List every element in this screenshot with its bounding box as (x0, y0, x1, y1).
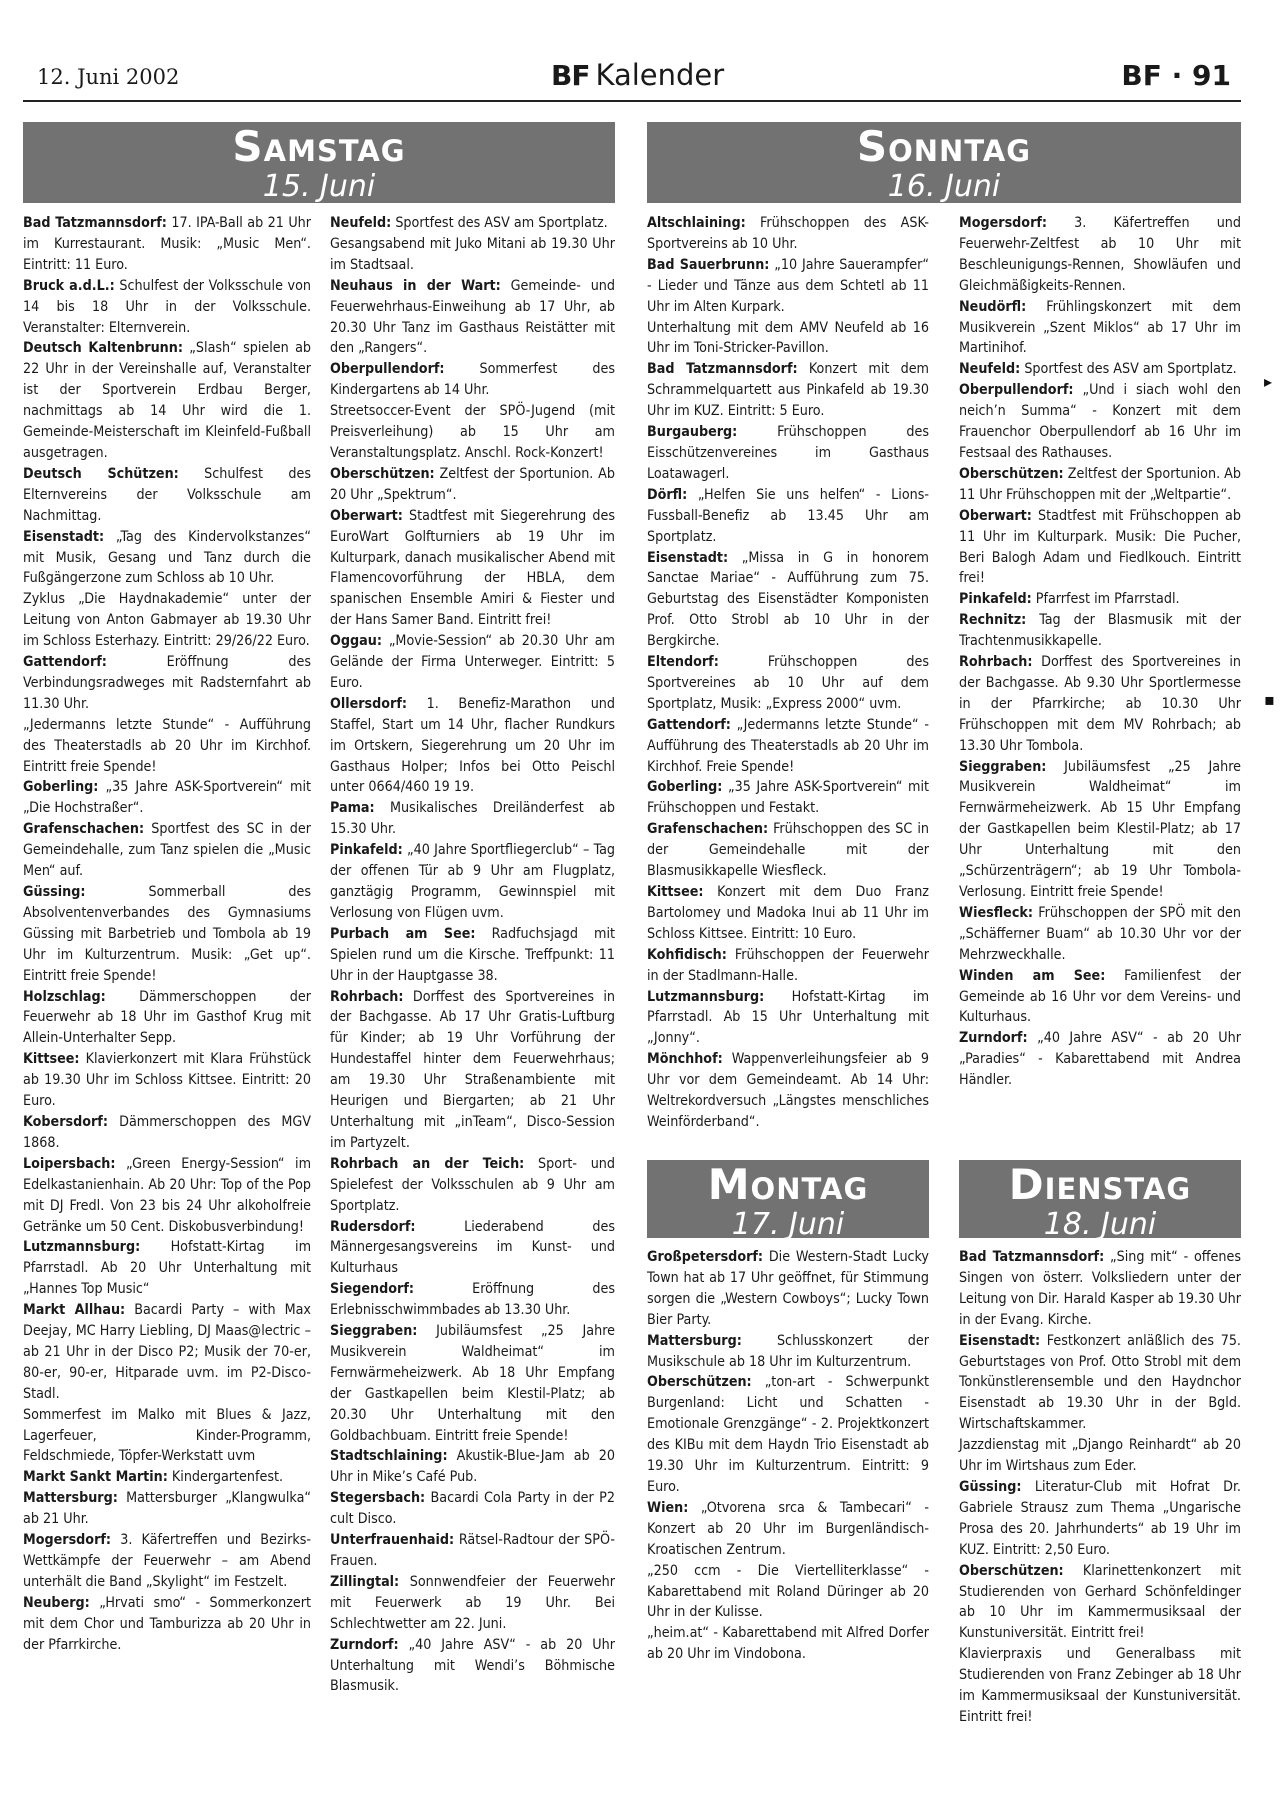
event-description: „Sing mit“ - offenes Singen von österr. Volksliedern unter der Leitung von Dir. Harald Kasper ab 19.30 Uhr in der Evang. Kirche. (959, 1249, 1241, 1328)
event-description: Zyklus „Die Haydnakademie“ unter der Leitung von Anton Gabmayer ab 19.30 Uhr im Schloss Esterhazy. Eintritt: 29/26/22 Euro. (23, 591, 311, 650)
banner-day: Sonntag (856, 122, 1032, 171)
event-entry (647, 882, 929, 945)
event-description: Unterhaltung mit dem AMV Neufeld ab 16 Uhr im Toni-Stricker-Pavillon. (647, 319, 929, 357)
section-name: Kalender (595, 58, 725, 92)
event-location: Oberschützen: (959, 1562, 1064, 1579)
event-description: „ton-art - Schwerpunkt Burgenland: Licht und Schatten - Emotionale Grenzgänge“ - 2. Projektkonzert des KIBu mit dem Haydn Trio Eisenstadt ab 19.30 Uhr im Kulturzentrum. Eintritt: 9 Euro. (647, 1374, 929, 1495)
event-location: Bad Tatzmannsdorf: (647, 361, 798, 378)
event-description: Dämmerschoppen der Feuerwehr ab 18 Uhr im Gasthof Krug mit Allein-Unterhalter Sepp. (23, 988, 311, 1047)
event-description: Konzert mit dem Schrammelquartett aus Pinkafeld ab 19.30 Uhr im KUZ. Eintritt: 5 Euro. (647, 361, 929, 420)
event-entry (647, 777, 929, 819)
event-description: Klavierpraxis und Generalbass mit Studierenden von Franz Zebinger ab 18 Uhr im Kammermusiksaal der Kunstuniversität. Eintritt frei! (959, 1646, 1241, 1725)
event-entry (647, 1331, 929, 1373)
event-location: Oberschützen: (647, 1374, 752, 1391)
event-entry (959, 1028, 1241, 1091)
event-description: Akustik-Blue-Jam ab 20 Uhr in Mike’s Café Pub. (330, 1448, 615, 1486)
banner-date: 18. Juni (1043, 1207, 1157, 1242)
event-description: 3. Käfertreffen und Bezirks-Wettkämpfe der Feuerwehr – am Abend unterhält die Band „Skylight“ im Festzelt. (23, 1532, 311, 1590)
event-entry (23, 1049, 311, 1112)
event-location: Loipersbach: (23, 1155, 116, 1172)
event-description: „10 Jahre Sauerampfer“ - Lieder und Tänze aus dem Schtetl ab 11 Uhr im Alten Kurpark. (647, 256, 929, 315)
event-entry (959, 506, 1241, 590)
event-location: Pinkafeld: (330, 842, 403, 859)
event-description: „Jedermanns letzte Stunde“ - Aufführung des Theaterstadls ab 20 Uhr im Kirchhof. Eintritt freie Spende! (23, 716, 311, 775)
event-location: Gattendorf: (23, 654, 107, 671)
event-entry (959, 610, 1241, 652)
event-description: „Hrvati smo“ - Sommerkonzert mit dem Chor und Tamburizza ab 20 Uhr in der Pfarrkirche. (23, 1594, 311, 1653)
event-entry (330, 1217, 615, 1280)
event-description: Sommerfest im Malko mit Blues & Jazz, Lagerfeuer, Kinder-Programm, Feldschmiede, Töpfer-Werkstatt uvm (23, 1406, 311, 1465)
event-location: Eisenstadt: (959, 1332, 1041, 1349)
event-description: Dorffest des Sportvereines in der Bachgasse. Ab 17 Uhr Gratis-Luftburg für Kinder; ab 19 Uhr Vorführung der Hundestaffel hinter dem Feuerwehrhaus; am 19.30 Uhr Straßenambiente mit Heurigen und Biergarten; ab 21 Uhr Unterhaltung mit „inTeam“, Disco-Session im Partyzelt. (330, 988, 615, 1151)
event-description: „Tag des Kindervolkstanzes“ mit Musik, Gesang und Tanz durch die Fußgängerzone zum Schloss ab 10 Uhr. (23, 528, 311, 587)
event-entry (647, 213, 929, 255)
banner-day: Montag (707, 1160, 869, 1209)
event-entry (647, 987, 929, 1050)
event-entry (330, 1446, 615, 1488)
event-entry (330, 276, 615, 360)
event-description: Rätsel-Radtour der SPÖ-Frauen. (330, 1532, 615, 1569)
monday-column (647, 1247, 929, 1665)
event-location: Neufeld: (959, 361, 1021, 378)
event-location: Purbach am See: (330, 925, 476, 942)
event-entry (23, 276, 311, 339)
event-description: Dämmerschoppen des MGV 1868. (23, 1113, 311, 1151)
event-location: Oggau: (330, 633, 382, 650)
event-description: Frühschoppen des Eisschützenvereines im Gasthaus Loatawagerl. (647, 424, 929, 482)
event-entry (959, 1331, 1241, 1436)
banner-date: 15. Juni (262, 169, 376, 204)
event-entry (330, 987, 615, 1154)
event-description: „Slash“ spielen ab 22 Uhr in der Vereinshalle auf, Veranstalter ist der Sportverein Erdbau Berger, nachmittags ab 14 Uhr wird die 1. Gemeinde-Meisterschaft im Kleinfeld-Fußball ausgetragen. (23, 340, 311, 461)
event-entry (23, 1112, 311, 1154)
event-location: Holzschlag: (23, 988, 106, 1005)
event-entry (330, 213, 615, 234)
event-description: „Helfen Sie uns helfen“ - Lions-Fussball-Benefiz ab 13.45 Uhr am Sportplatz. (647, 486, 929, 545)
event-description: „heim.at“ - Kabarettabend mit Alfred Dorfer ab 20 Uhr im Vindobona. (647, 1625, 929, 1663)
event-entry (23, 589, 311, 652)
event-entry (330, 1530, 615, 1572)
event-entry (23, 1300, 311, 1405)
event-description: Gesangsabend mit Juko Mitani ab 19.30 Uhr im Stadtsaal. (330, 235, 615, 273)
event-location: Rudersdorf: (330, 1218, 416, 1235)
event-description: Zeltfest der Sportunion. Ab 11 Uhr Frühschoppen mit der „Weltpartie“. (959, 465, 1242, 503)
event-location: Neudörfl: (959, 298, 1027, 315)
event-entry (23, 777, 311, 819)
event-description: Tag der Blasmusik mit der Trachtenmusikkapelle. (959, 612, 1241, 650)
event-entry (959, 213, 1241, 297)
event-entry (23, 987, 311, 1050)
event-entry (330, 1154, 615, 1217)
event-description: Eröffnung des Verbindungsradweges mit Radsternfahrt ab 11.30 Uhr. (23, 654, 311, 712)
event-entry (330, 234, 615, 276)
banner-day: Dienstag (1008, 1160, 1192, 1209)
event-description: Eröffnung des Erlebnisschwimmbades ab 13.30 Uhr. (330, 1281, 615, 1319)
event-entry (647, 1247, 929, 1331)
event-entry (959, 1644, 1241, 1728)
event-location: Pama: (330, 800, 375, 817)
event-description: „40 Jahre Sportfliegerclub“ – Tag der offenen Tür ab 9 Uhr am Flugplatz, ganztägig Programm, Gewinnspiel mit Verlosung von Flügen uvm. (330, 842, 615, 921)
event-location: Rechnitz: (959, 612, 1027, 629)
event-entry (959, 757, 1241, 903)
event-description: Radfuchsjagd mit Spielen rund um die Kirsche. Treffpunkt: 11 Uhr in der Hauptgasse 38. (330, 925, 615, 984)
event-description: Schulfest der Volksschule von 14 bis 18 Uhr in der Volksschule. Veranstalter: Elternverein. (23, 277, 311, 336)
event-entry (330, 359, 615, 401)
event-location: Unterfrauenhaid: (330, 1532, 455, 1549)
event-entry (647, 485, 929, 548)
event-entry (23, 1154, 311, 1238)
monday-banner (647, 1160, 929, 1242)
event-entry (330, 1279, 615, 1321)
event-location: Zurndorf: (330, 1636, 399, 1653)
event-entry (647, 1623, 929, 1665)
banner-date: 16. Juni (887, 169, 1001, 204)
event-entry (647, 945, 929, 987)
event-description: „40 Jahre ASV“ - ab 20 Uhr „Paradies“ - Kabarettabend mit Andrea Händler. (959, 1030, 1241, 1089)
event-entry (647, 652, 929, 715)
event-location: Rohrbach: (330, 988, 404, 1005)
event-location: Oberpullendorf: (959, 382, 1074, 399)
section-title (551, 58, 724, 92)
event-location: Eisenstadt: (23, 528, 105, 545)
event-entry (23, 1488, 311, 1530)
event-description: Pfarrfest im Pfarrstadl. (1031, 591, 1180, 608)
page-header (23, 54, 1241, 102)
event-entry (647, 255, 929, 318)
event-location: Goberling: (647, 779, 723, 796)
event-description: Stadtfest mit Siegerehrung des EuroWart Golfturniers ab 19 Uhr im Kulturpark, danach musikalischer Abend mit Flamencovorführung der HBLA, dem spanischen Ensemble Amiri & Fiester und der Hans Samer Band. Eintritt frei! (330, 507, 615, 629)
event-location: Eisenstadt: (647, 549, 729, 566)
event-location: Markt Allhau: (23, 1302, 126, 1319)
event-location: Eltendorf: (647, 654, 719, 671)
event-location: Lutzmannsburg: (23, 1239, 141, 1256)
event-description: Jazzdienstag mit „Django Reinhardt“ ab 20 Uhr im Wirtshaus zum Eder. (959, 1437, 1241, 1475)
event-location: Oberschützen: (959, 465, 1064, 482)
event-description: „35 Jahre ASK-Sportverein“ mit Frühschoppen und Festakt. (647, 779, 929, 817)
event-entry (23, 1530, 311, 1593)
event-description: Sommerball des Absolventenverbandes des Gymnasiums Güssing mit Barbetrieb und Tombola ab 19 Uhr im Kulturzentrum. Musik: „Get up“. Eintritt freie Spende! (23, 884, 311, 984)
event-location: Großpetersdorf: (647, 1249, 764, 1265)
event-description: Liederabend des Männergesangsvereins im Kunst- und Kulturhaus (330, 1218, 615, 1277)
event-location: Neuberg: (23, 1594, 90, 1611)
event-description: Sportfest des ASV am Sportplatz. (1020, 361, 1237, 378)
event-location: Grafenschachen: (23, 821, 145, 838)
event-description: Frühschoppen des ASK-Sportvereins ab 10 Uhr. (647, 215, 929, 252)
event-description: Stadtfest mit Frühschoppen ab 11 Uhr im Kulturpark. Musik: Die Pucher, Beri Balogh Adam und Fiedlkouch. Eintritt frei! (959, 507, 1241, 587)
event-entry (23, 1237, 311, 1300)
event-location: Gattendorf: (647, 716, 731, 733)
event-location: Zurndorf: (959, 1030, 1028, 1047)
event-entry (647, 819, 929, 882)
event-entry (330, 798, 615, 840)
event-location: Bruck a.d.L.: (23, 277, 115, 294)
event-location: Markt Sankt Martin: (23, 1469, 168, 1486)
event-location: Oberwart: (330, 507, 403, 524)
event-description: „Movie-Session“ ab 20.30 Uhr am Gelände der Firma Unterweger. Eintritt: 5 Euro. (330, 633, 615, 691)
event-description: Hofstatt-Kirtag im Pfarrstadl. Ab 20 Uhr Unterhaltung mit „Hannes Top Music“ (23, 1239, 311, 1298)
event-location: Bad Tatzmannsdorf: (23, 215, 167, 231)
event-description: Bacardi Cola Party in der P2 cult Disco. (330, 1490, 615, 1528)
page-number: BF · 91 (1121, 59, 1231, 92)
event-description: Klavierkonzert mit Klara Frühstück ab 19.30 Uhr im Schloss Kittsee. Eintritt: 20 Euro. (23, 1051, 311, 1110)
event-location: Burgauberg: (647, 424, 738, 441)
sunday-column-2 (959, 213, 1241, 1091)
event-description: Schlusskonzert der Musikschule ab 18 Uhr im Kulturzentrum. (647, 1332, 929, 1370)
event-location: Oberpullendorf: (330, 361, 445, 378)
event-location: Oberschützen: (330, 465, 435, 482)
event-location: Pinkafeld: (959, 591, 1032, 608)
event-entry (23, 1405, 311, 1468)
event-entry (23, 882, 311, 987)
event-entry (330, 401, 615, 464)
event-entry (23, 527, 311, 590)
event-description: Jubiläumsfest „25 Jahre Musikverein Waldheimat“ im Fernwärmeheizwerk. Ab 15 Uhr Empfang der Gastkapellen beim Klestil-Platz; ab 17 Uhr Unterhaltung mit den „Schürzenträgern“; ab 19 Uhr Tombola-Verlosung. Eintritt freie Spende! (959, 758, 1241, 900)
event-location: Goberling: (23, 779, 99, 796)
event-entry (647, 1049, 929, 1133)
event-location: Mattersburg: (23, 1490, 118, 1507)
event-location: Kohfidisch: (647, 946, 727, 963)
event-description: Musikalisches Dreiländerfest ab 15.30 Uhr. (330, 800, 615, 838)
event-location: Grafenschachen: (647, 821, 769, 838)
event-location: Kittsee: (647, 884, 704, 900)
event-entry (330, 1635, 615, 1698)
tuesday-column (959, 1247, 1241, 1728)
event-entry (330, 1572, 615, 1635)
event-description: Familienfest der Gemeinde ab 16 Uhr vor dem Vereins- und Kulturhaus. (959, 967, 1241, 1026)
event-location: Bad Tatzmannsdorf: (959, 1249, 1105, 1265)
event-location: Wien: (647, 1499, 689, 1516)
margin-mark-icon: ▪ (1264, 690, 1275, 709)
event-location: Altschlaining: (647, 215, 746, 231)
event-description: Frühlingskonzert mit dem Musikverein „Szent Miklos“ ab 17 Uhr im Martinihof. (959, 298, 1241, 357)
event-description: Gemeinde- und Feuerwehrhaus-Einweihung ab 17 Uhr, ab 20.30 Uhr Tanz im Gasthaus Reistätter mit den „Rangers“. (330, 277, 616, 357)
banner-day: Samstag (232, 122, 406, 171)
event-entry (23, 338, 311, 463)
event-entry (959, 1247, 1241, 1331)
brand-logo: BF (551, 59, 590, 92)
event-description: Frühschoppen der SPÖ mit den „Schäfferner Buam“ ab 10.30 Uhr vor der Mehrzweckhalle. (959, 904, 1241, 963)
event-location: Kittsee: (23, 1051, 80, 1068)
event-location: Lutzmannsburg: (647, 988, 765, 1005)
event-entry (959, 589, 1241, 610)
event-entry (959, 966, 1241, 1029)
event-description: Sportfest des SC in der Gemeindehalle, zum Tanz spielen die „Music Men“ auf. (23, 821, 311, 880)
event-description: „Jedermanns letzte Stunde“ - Aufführung des Theaterstadls ab 20 Uhr im Kirchhof. Freie Spende! (647, 716, 929, 775)
event-location: Deutsch Kaltenbrunn: (23, 340, 183, 357)
event-location: Sieggraben: (330, 1323, 418, 1340)
event-entry (959, 1561, 1241, 1645)
event-location: Siegendorf: (330, 1281, 414, 1298)
event-entry (330, 464, 615, 506)
event-description: Bacardi Party – with Max Deejay, MC Harry Liebling, DJ Maas@lectric – ab 21 Uhr in der Disco P2; Musik der 70-er, 80-er, 90-er, Hitparade uvm. im P2-Disco-Stadl. (23, 1302, 311, 1402)
event-location: Sieggraben: (959, 758, 1047, 775)
event-location: Kobersdorf: (23, 1113, 108, 1130)
event-entry (647, 715, 929, 778)
event-entry (330, 694, 615, 799)
event-entry (959, 903, 1241, 966)
event-entry (23, 652, 311, 715)
event-entry (23, 464, 311, 527)
event-description: Sport- und Spielefest der Volksschulen ab 9 Uhr am Sportplatz. (330, 1155, 615, 1214)
event-location: Mogersdorf: (959, 215, 1048, 231)
event-location: Rohrbach an der Teich: (330, 1155, 525, 1172)
event-entry (959, 1477, 1241, 1561)
event-entry (23, 213, 311, 276)
event-location: Ollersdorf: (330, 695, 408, 712)
event-location: Stegersbach: (330, 1490, 426, 1507)
event-description: „40 Jahre ASV“ - ab 20 Uhr Unterhaltung mit Wendi’s Böhmische Blasmusik. (330, 1636, 615, 1695)
event-entry (647, 1372, 929, 1497)
event-entry (647, 318, 929, 360)
event-description: Frühschoppen der Feuerwehr in der Stadlmann-Halle. (647, 946, 929, 984)
event-location: Güssing: (23, 884, 86, 900)
event-description: Dorffest des Sportvereines in der Bachgasse. Ab 9.30 Uhr Sportlermesse in der Pfarrkirche; ab 10.30 Uhr Frühschoppen mit dem MV Rohrbach; ab 13.30 Uhr Tombola. (959, 654, 1241, 754)
event-description: Hofstatt-Kirtag im Pfarrstadl. Ab 15 Uhr Unterhaltung mit „Jonny“. (647, 988, 929, 1047)
event-description: Sommerfest des Kindergartens ab 14 Uhr. (330, 361, 615, 399)
event-description: Literatur-Club mit Hofrat Dr. Gabriele Strausz zum Thema „Ungarische Prosa des 20. Jahrhunderts“ ab 19 Uhr im KUZ. Eintritt: 2,50 Euro. (959, 1478, 1241, 1558)
event-description: „35 Jahre ASK-Sportverein“ mit „Die Hochstraßer“. (23, 779, 311, 817)
event-description: Frühschoppen des SC in der Gemeindehalle mit der Blasmusikkapelle Wiesfleck. (647, 821, 929, 880)
event-description: „250 ccm - Die Viertelliterklasse“ - Kabarettabend mit Roland Düringer ab 20 Uhr in der Kulisse. (647, 1562, 929, 1621)
event-location: Neufeld: (330, 215, 392, 231)
event-location: Winden am See: (959, 967, 1106, 984)
event-description: Konzert mit dem Duo Franz Bartolomey und Madoka Inui ab 11 Uhr im Schloss Kittsee. Eintritt: 10 Euro. (647, 884, 929, 942)
event-entry (959, 380, 1241, 464)
event-description: Frühschoppen des Sportvereines ab 10 Uhr auf dem Sportplatz, Musik: „Express 2000“ uvm. (647, 654, 929, 712)
issue-date: 12. Juni 2002 (37, 65, 180, 89)
event-description: Die Western-Stadt Lucky Town hat ab 17 Uhr geöffnet, für Stimmung sorgen die „Western Cowboys“; Lucky Town Bier Party. (647, 1249, 929, 1328)
margin-mark-icon: ▸ (1264, 372, 1273, 391)
banner-date: 17. Juni (731, 1207, 845, 1242)
event-entry (23, 715, 311, 778)
event-description: Sportfest des ASV am Sportplatz. (391, 215, 608, 231)
event-entry (959, 652, 1241, 757)
event-description: Sonnwendfeier der Feuerwehr mit Feuerwerk ab 19 Uhr. Bei Schlechtwetter am 22. Juni. (330, 1573, 615, 1632)
event-entry (647, 422, 929, 485)
event-description: „Green Energy-Session“ im Edelkastanienhain. Ab 20 Uhr: Top of the Pop mit DJ Fredl. Von 23 bis 24 Uhr alkoholfreie Getränke um 50 Cent. Diskobusverbindung! (23, 1155, 311, 1235)
event-location: Zillingtal: (330, 1573, 400, 1590)
event-location: Mattersburg: (647, 1332, 742, 1349)
event-entry (959, 359, 1241, 380)
event-entry (647, 1561, 929, 1624)
event-location: Neuhaus in der Wart: (330, 277, 501, 294)
event-location: Stadtschlaining: (330, 1448, 448, 1465)
event-location: Deutsch Schützen: (23, 465, 179, 482)
event-location: Mogersdorf: (23, 1532, 112, 1549)
event-location: Güssing: (959, 1478, 1022, 1495)
event-description: „Und i siach wohl den neich’n Summa“ - Konzert mit dem Frauenchor Oberpullendorf ab 16 Uhr im Festsaal des Rathauses. (959, 382, 1241, 461)
event-description: „Otvorena srca & Tambecari“ - Konzert ab 20 Uhr im Burgenländisch-Kroatischen Zentrum. (647, 1499, 929, 1558)
event-entry (330, 924, 615, 987)
event-entry (647, 548, 929, 653)
event-location: Oberwart: (959, 507, 1032, 524)
tuesday-banner (959, 1160, 1241, 1242)
event-entry (647, 1498, 929, 1561)
event-entry (23, 1593, 311, 1656)
event-location: Rohrbach: (959, 654, 1033, 671)
event-entry (23, 819, 311, 882)
event-description: 3. Käfertreffen und Feuerwehr-Zeltfest ab 10 Uhr mit Beschleunigungs-Rennen, Showläufen und Gleichmäßigkeits-Rennen. (959, 215, 1241, 294)
event-description: Festkonzert anläßlich des 75. Geburtstages von Prof. Otto Strobl mit dem Tonkünstlerensemble und den Haydnchor Eisenstadt ab 19.30 Uhr in der Bgld. Wirtschaftskammer. (959, 1332, 1241, 1433)
saturday-column-1 (23, 213, 311, 1656)
event-description: Mattersburger „Klangwulka“ ab 21 Uhr. (23, 1490, 311, 1528)
event-description: Streetsoccer-Event der SPÖ-Jugend (mit Preisverleihung) ab 15 Uhr am Veranstaltungsplatz. Anschl. Rock-Konzert! (330, 403, 615, 461)
event-entry (330, 1488, 615, 1530)
event-description: Wappenverleihungsfeier ab 9 Uhr vor dem Gemeindeamt. Ab 14 Uhr: Weltrekordversuch „Längstes menschliches Weinförderband“. (647, 1051, 929, 1130)
event-entry (23, 1467, 311, 1488)
event-description: 17. IPA-Ball ab 21 Uhr im Kurrestaurant. Musik: „Music Men“. Eintritt: 11 Euro. (23, 215, 312, 273)
event-entry (647, 359, 929, 422)
event-description: „Missa in G in honorem Sanctae Mariae“ - Aufführung zum 75. Geburtstag des Eisenstädter Komponisten Prof. Otto Strobl ab 10 Uhr in der Bergkirche. (647, 549, 929, 650)
event-entry (330, 1321, 615, 1446)
event-entry (959, 464, 1241, 506)
event-description: Zeltfest der Sportunion. Ab 20 Uhr „Spektrum“. (330, 465, 615, 503)
event-location: Wiesfleck: (959, 904, 1033, 921)
event-entry (330, 840, 615, 924)
event-description: Kindergartenfest. (167, 1469, 284, 1486)
event-entry (959, 1435, 1241, 1477)
event-location: Bad Sauerbrunn: (647, 256, 770, 273)
event-description: Klarinettenkonzert mit Studierenden von Gerhard Schönfeldinger ab 10 Uhr im Kammermusiksaal der Kunstuniversität. Eintritt frei! (959, 1562, 1241, 1642)
event-entry (330, 506, 615, 631)
event-entry (330, 631, 615, 694)
saturday-banner (23, 122, 615, 203)
event-description: Jubiläumsfest „25 Jahre Musikverein Waldheimat“ im Fernwärmeheizwerk. Ab 18 Uhr Empfang der Gastkapellen beim Klestil-Platz; ab 20.30 Uhr Unterhaltung mit den Goldbachbuam. Eintritt freie Spende! (330, 1323, 615, 1444)
event-description: Schulfest des Elternvereins der Volksschule am Nachmittag. (23, 465, 311, 524)
saturday-column-2 (330, 213, 615, 1697)
event-location: Mönchhof: (647, 1051, 723, 1068)
event-entry (959, 297, 1241, 360)
sunday-column-1 (647, 213, 929, 1133)
event-description: 1. Benefiz-Marathon und Staffel, Start um 14 Uhr, flacher Rundkurs im Ortskern, Siegerehrung um 20 Uhr im Gasthaus Holper; Infos bei Otto Peischl unter 0664/460 19 19. (330, 695, 615, 796)
event-location: Dörfl: (647, 486, 688, 503)
sunday-banner (647, 122, 1241, 203)
